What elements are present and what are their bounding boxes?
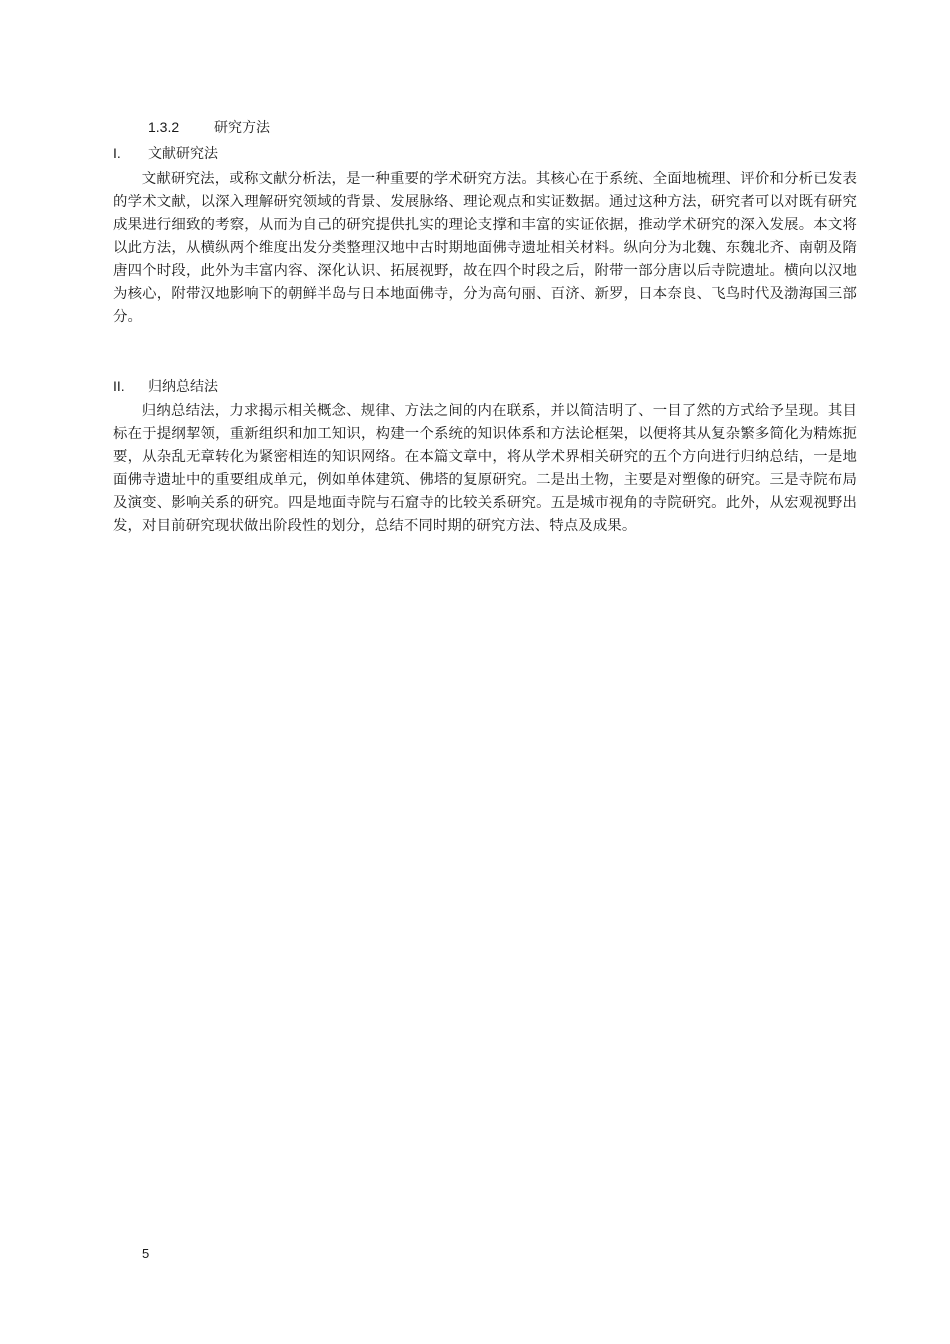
method-paragraph-induction: 归纳总结法，力求揭示相关概念、规律、方法之间的内在联系，并以简洁明了、一目了然的方式给予呈现。其目标在于提纲挈领，重新组织和加工知识，构建一个系统的知识体系和方法论框架，以便将其从复杂繁多简化为精炼扼要，从杂乱无章转化为紧密相连的知识网络。在本篇文章中，将从学术界相关研究的五个方向进行归纳总结，一是地面佛寺遗址中的重要组成单元，例如单体建筑、佛塔的复原研究。二是出土物，主要是对塑像的研究。三是寺院布局及演变、影响关系的研究。四是地面寺院与石窟寺的比较关系研究。五是城市视角的寺院研究。此外，从宏观视野出发，对目前研究现状做出阶段性的划分，总结不同时期的研究方法、特点及成果。 bbox=[113, 403, 857, 534]
section-number: 1.3.2 bbox=[148, 119, 180, 135]
method-marker: II. bbox=[113, 378, 125, 394]
method-heading-induction bbox=[113, 375, 218, 398]
section-title: 研究方法 bbox=[214, 120, 270, 136]
method-heading-literature bbox=[113, 142, 218, 165]
page-number: 5 bbox=[142, 1246, 150, 1261]
method-title: 文献研究法 bbox=[148, 146, 218, 162]
method-title: 归纳总结法 bbox=[148, 379, 218, 395]
section-heading bbox=[148, 116, 270, 139]
method-paragraph-literature: 文献研究法，或称文献分析法，是一种重要的学术研究方法。其核心在于系统、全面地梳理、评价和分析已发表的学术文献，以深入理解研究领域的背景、发展脉络、理论观点和实证数据。通过这种方法，研究者可以对既有研究成果进行细致的考察，从而为自己的研究提供扎实的理论支撑和丰富的实证依据，推动学术研究的深入发展。本文将以此方法，从横纵两个维度出发分类整理汉地中古时期地面佛寺遗址相关材料。纵向分为北魏、东魏北齐、南朝及隋唐四个时段，此外为丰富内容、深化认识、拓展视野，故在四个时段之后，附带一部分唐以后寺院遗址。横向以汉地为核心，附带汉地影响下的朝鲜半岛与日本地面佛寺，分为高句丽、百济、新罗，日本奈良、飞鸟时代及渤海国三部分。 bbox=[113, 171, 857, 325]
method-marker: I. bbox=[113, 145, 121, 161]
